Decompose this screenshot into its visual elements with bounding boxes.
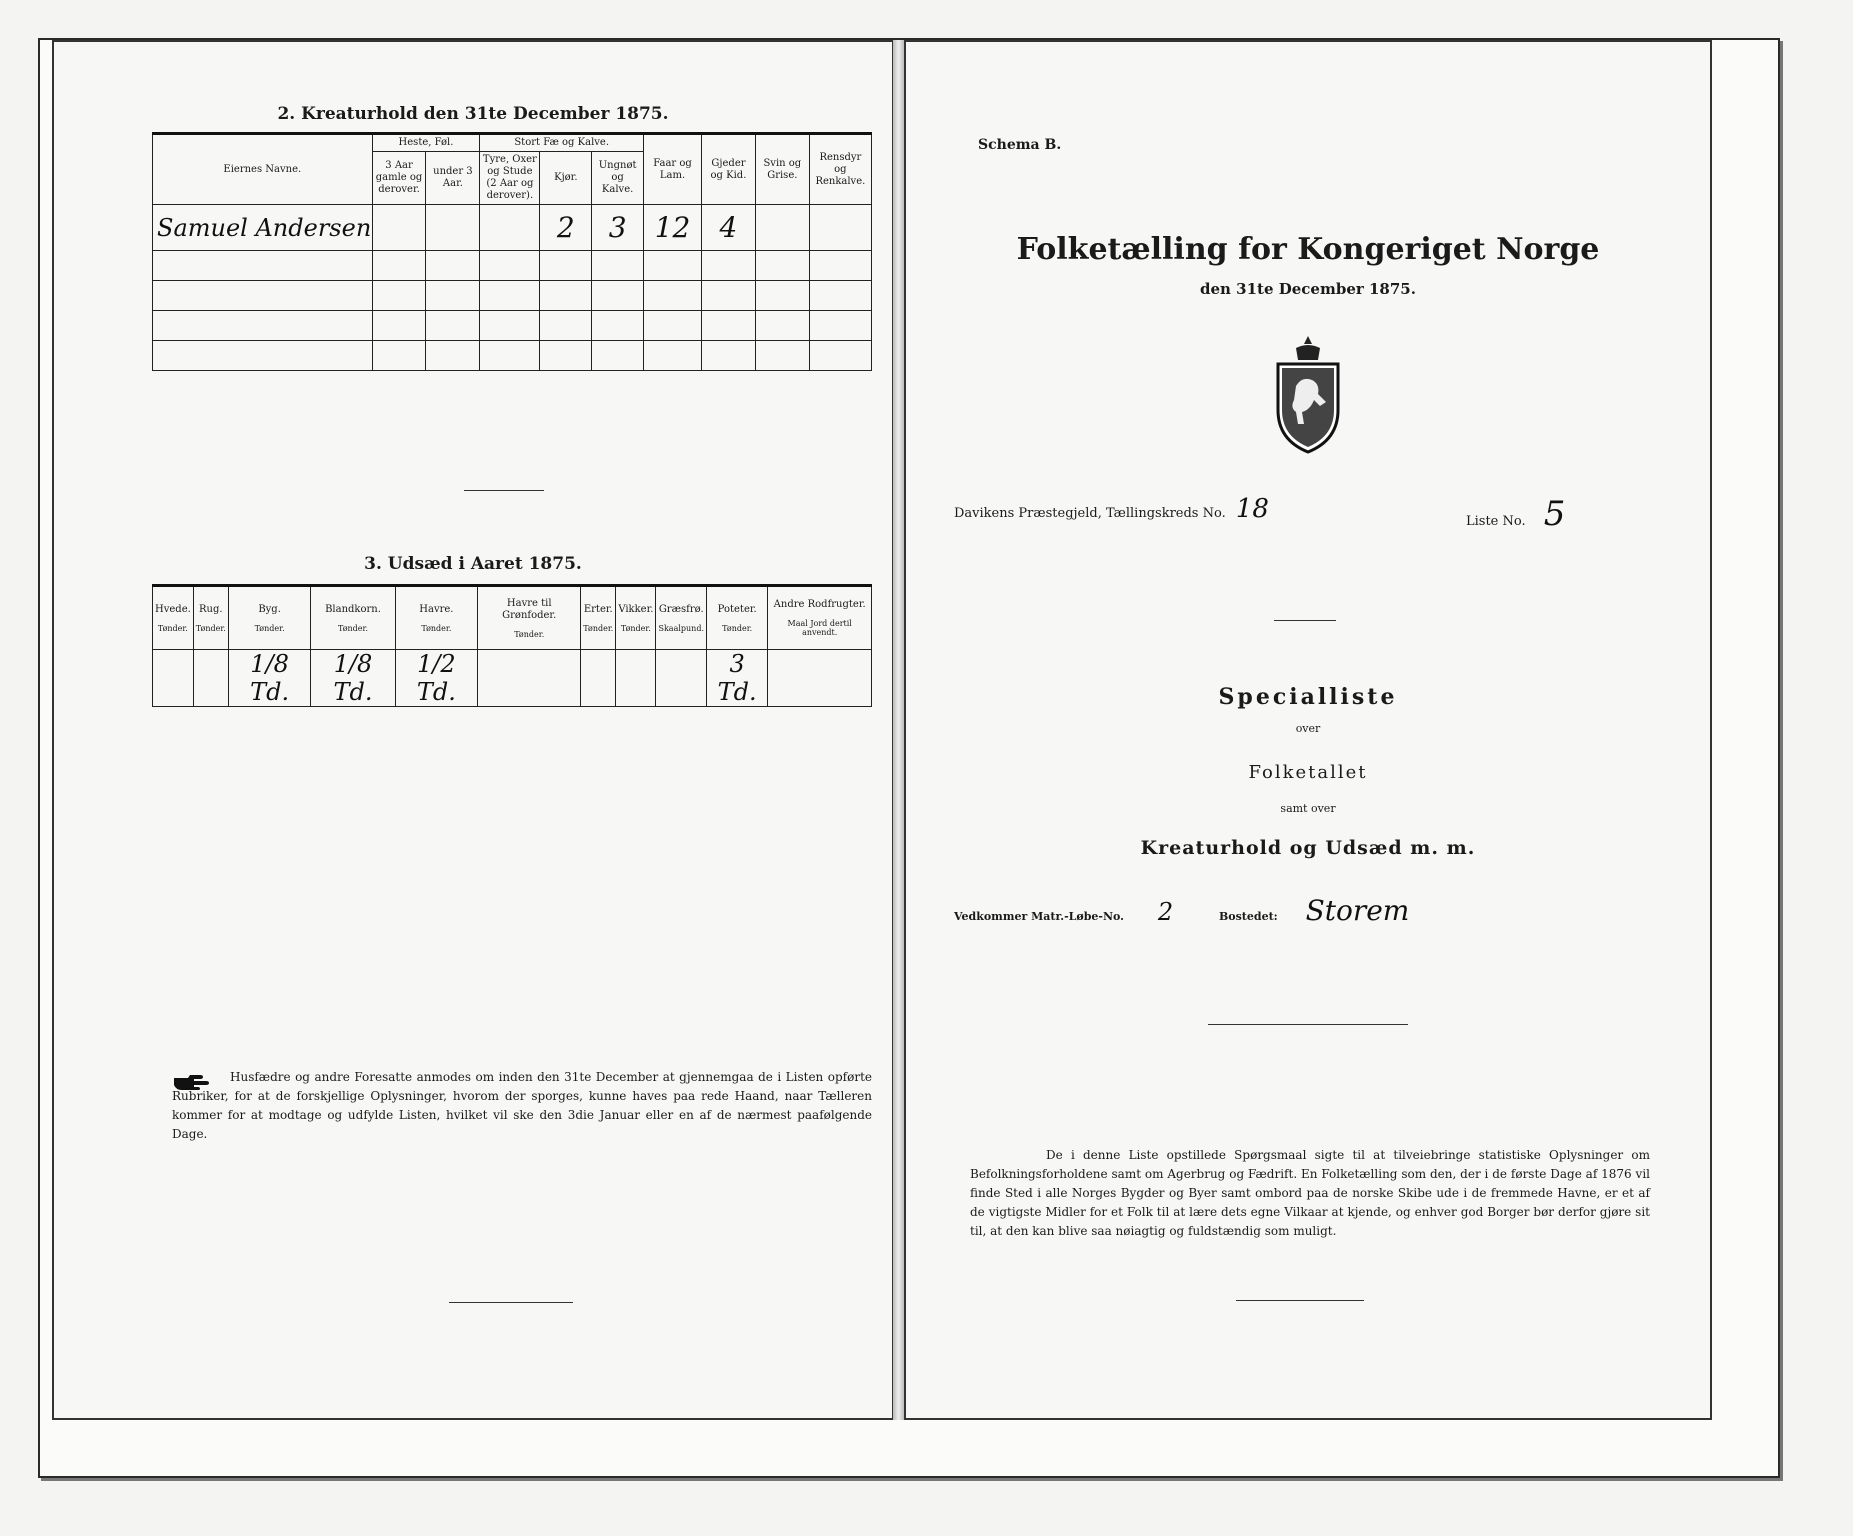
page-spine <box>893 40 904 1420</box>
liste-value: 5 <box>1543 494 1566 534</box>
divider <box>449 1302 573 1303</box>
divider <box>1236 1300 1364 1301</box>
seed-value-cell <box>153 650 194 707</box>
seed-col-unit: Tønder. <box>620 623 651 633</box>
seed-col-unit: Tønder. <box>254 623 285 633</box>
main-title: Folketælling for Kongeriget Norge <box>1016 232 1600 267</box>
seed-col-label: Byg. <box>258 603 281 615</box>
cell-bulls <box>480 205 540 251</box>
info-paragraph: De i denne Liste opstillede Spørgsmaal sigte til at tilveiebringe statistiske Oplysninger om Befolkningsforholdene samt om Agerbrug og Fædrift. En Folketælling som den, der i de første Dage af 1876 vil finde Sted i alle Norges Bygder og Byer samt ombord paa de norske Skibe ude i de fremmede Havne, er et af de vigtigste Midler for et Folk til at lære dets egne Vilkaar at kjende, og enhver god Borger bør derfor gjøre sit til, at den kan blive saa nøiagtig og fuldstændig som muligt. <box>970 1148 1650 1238</box>
seed-value-cell <box>616 650 656 707</box>
section2-title: 2. Kreaturhold den 31te December 1875. <box>277 104 669 124</box>
seed-value-cell: 1/2 Td. <box>395 650 478 707</box>
col-owner: Eiernes Navne. <box>153 134 373 205</box>
section3-title: 3. Udsæd i Aaret 1875. <box>364 554 582 574</box>
cell-goats: 4 <box>702 205 756 251</box>
table-row <box>153 251 872 281</box>
cell-reindeer <box>809 205 871 251</box>
seed-col-label: Havre. <box>419 603 454 615</box>
seed-col-label: Græsfrø. <box>658 603 704 615</box>
seed-col-header <box>193 586 228 650</box>
seed-col-label: Erter. <box>583 603 613 615</box>
seed-col-unit: Tønder. <box>195 623 226 633</box>
specialliste-title: Specialliste <box>1218 684 1398 710</box>
seed-value-cell <box>478 650 581 707</box>
col-cows: Kjør. <box>540 152 592 205</box>
seed-col-header <box>706 586 767 650</box>
seed-col-unit: Skaalpund. <box>658 623 704 633</box>
seed-col-label: Rug. <box>199 603 223 615</box>
seed-value-cell: 3 Td. <box>706 650 767 707</box>
seed-col-header <box>228 586 311 650</box>
seed-value-cell <box>656 650 707 707</box>
seed-col-unit: Tønder. <box>514 629 545 639</box>
bosted-value: Storem <box>1305 894 1410 927</box>
seed-col-label: Hvede. <box>155 603 191 615</box>
samt-over-text: samt over <box>1280 802 1336 815</box>
cell-sheep: 12 <box>644 205 702 251</box>
col-sheep: Faar og Lam. <box>644 134 702 205</box>
col-reindeer: Rensdyr og Renkalve. <box>809 134 871 205</box>
matr-value: 2 <box>1157 898 1174 926</box>
right-page <box>904 40 1712 1420</box>
divider <box>464 490 544 491</box>
seed-value-cell: 1/8 Td. <box>311 650 395 707</box>
seed-col-label: Poteter. <box>717 603 757 615</box>
col-horses-old: 3 Aar gamle og derover. <box>372 152 426 205</box>
seed-col-unit: Tønder. <box>583 623 614 633</box>
seed-col-header <box>768 586 872 650</box>
seed-col-header <box>478 586 581 650</box>
cell-calves: 3 <box>592 205 644 251</box>
matr-line <box>954 894 1409 927</box>
left-page <box>52 40 894 1420</box>
cell-cows: 2 <box>540 205 592 251</box>
col-pigs: Svin og Grise. <box>755 134 809 205</box>
kreaturhold-title: Kreaturhold og Udsæd m. m. <box>1140 837 1476 859</box>
bosted-label: Bostedet: <box>1218 910 1278 923</box>
cell-horses-young <box>426 205 480 251</box>
seed-col-unit: Maal Jord dertil anvendt. <box>787 619 852 637</box>
cell-pigs <box>755 205 809 251</box>
divider <box>1274 620 1336 621</box>
prestegjeld-label: Davikens Præstegjeld, Tællingskreds No. <box>954 506 1226 521</box>
col-cattle: Stort Fæ og Kalve. <box>480 134 644 152</box>
seed-value-cell: 1/8 Td. <box>228 650 311 707</box>
table-row <box>153 205 872 251</box>
seed-col-header <box>395 586 478 650</box>
kreds-value: 18 <box>1235 494 1269 524</box>
seed-value-cell <box>768 650 872 707</box>
notice-text: Husfædre og andre Foresatte anmodes om inden den 31te December at gjennemgaa de i Listen opførte Rubriker, for at de forskjellige Oplysninger, hvorom der sporges, kunne haves paa rede Haand, naar Tælleren kommer for at modtage og udfylde Listen, hvilket vil ske den 3die Januar eller en af de nærmest paafølgende Dage. <box>172 1070 872 1141</box>
liste-line <box>1466 494 1565 534</box>
seed-col-unit: Tønder. <box>722 623 753 633</box>
seed-col-label: Havre til Grønfoder. <box>502 597 557 621</box>
seed-col-header <box>311 586 395 650</box>
table-row <box>153 341 872 371</box>
col-goats: Gjeder og Kid. <box>702 134 756 205</box>
seed-value-cell <box>581 650 616 707</box>
divider <box>1208 1024 1408 1025</box>
col-calves: Ungnøt og Kalve. <box>592 152 644 205</box>
norway-coat-of-arms-icon <box>1268 334 1348 454</box>
table-row <box>153 281 872 311</box>
owner-name: Samuel Andersen <box>153 205 373 251</box>
liste-label: Liste No. <box>1466 514 1526 529</box>
seed-col-label: Vikker. <box>618 603 654 615</box>
seed-col-unit: Tønder. <box>421 623 452 633</box>
table-row <box>153 311 872 341</box>
seed-col-unit: Tønder. <box>337 623 369 633</box>
seed-col-header <box>581 586 616 650</box>
schema-label: Schema B. <box>978 137 1062 153</box>
seed-col-label: Blandkorn. <box>325 603 381 615</box>
seed-col-unit: Tønder. <box>157 623 188 633</box>
seed-col-label: Andre Rodfrugter. <box>773 599 866 610</box>
matr-label: Vedkommer Matr.-Løbe-No. <box>954 910 1124 923</box>
over-text: over <box>1295 722 1321 735</box>
prestegjeld-line <box>954 494 1269 524</box>
main-subtitle: den 31te December 1875. <box>1200 280 1416 298</box>
livestock-table <box>152 132 872 371</box>
seed-table <box>152 584 872 707</box>
seed-col-header <box>153 586 194 650</box>
folketallet-text: Folketallet <box>1248 762 1368 783</box>
col-horses: Heste, Føl. <box>372 134 480 152</box>
col-horses-young: under 3 Aar. <box>426 152 480 205</box>
col-bulls: Tyre, Oxer og Stude (2 Aar og derover). <box>480 152 540 205</box>
seed-col-header <box>656 586 707 650</box>
seed-value-cell <box>193 650 228 707</box>
cell-horses-old <box>372 205 426 251</box>
seed-col-header <box>616 586 656 650</box>
